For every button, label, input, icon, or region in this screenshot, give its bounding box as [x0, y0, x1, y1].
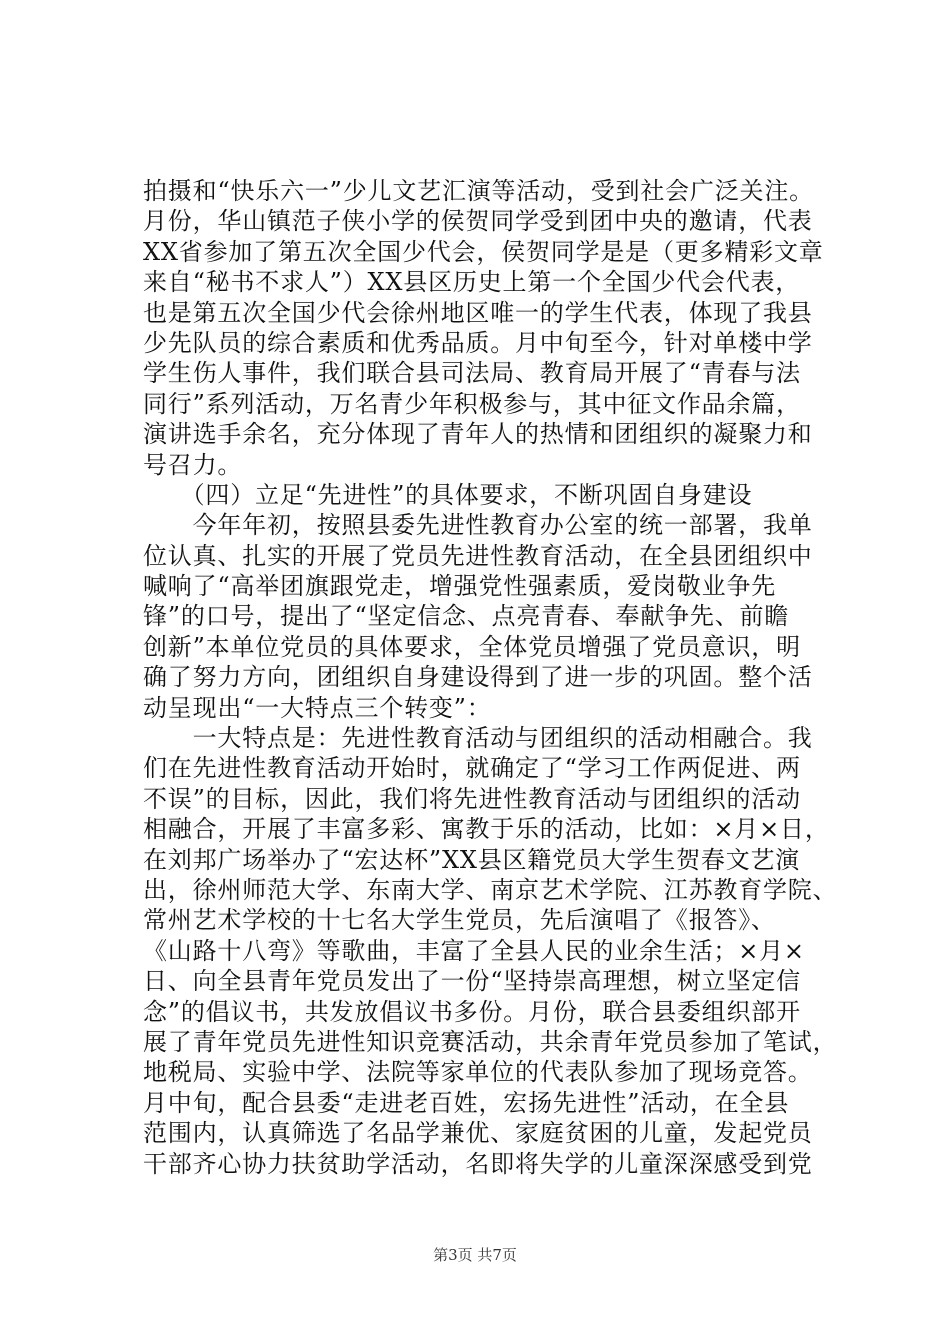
text-line: 月中旬，配合县委“走进老百姓，宏扬先进性”活动，在全县 — [143, 1088, 790, 1117]
text-line: 范围内，认真筛选了名品学兼优、家庭贫困的儿童，发起党员 — [143, 1119, 813, 1148]
text-line: XX省参加了第五次全国少代会，侯贺同学是是（更多精彩文章 — [143, 237, 824, 266]
text-line: 干部齐心协力扶贫助学活动，名即将失学的儿童深深感受到党 — [143, 1149, 813, 1178]
text-line: 日、向全县青年党员发出了一份“坚持崇高理想，树立坚定信 — [143, 967, 801, 996]
text-line: 号召力。 — [143, 450, 243, 479]
text-line: 月份，华山镇范子侠小学的侯贺同学受到团中央的邀请，代表 — [143, 207, 813, 236]
section-heading: （四）立足“先进性”的具体要求，不断巩固自身建设 — [143, 480, 753, 509]
text-line: 念”的倡议书，共发放倡议书多份。月份，联合县委组织部开 — [143, 997, 801, 1026]
text-line: 今年年初，按照县委先进性教育办公室的统一部署，我单 — [143, 511, 813, 540]
text-line: 锋”的口号，提出了“坚定信念、点亮青春、奉献争先、前瞻 — [143, 602, 790, 631]
text-line: 来自“秘书不求人”）XX县区历史上第一个全国少代会代表， — [143, 268, 801, 297]
text-line: 出，徐州师范大学、东南大学、南京艺术学院、江苏教育学院、 — [143, 875, 838, 904]
text-line: 地税局、实验中学、法院等家单位的代表队参加了现场竞答。 — [143, 1058, 813, 1087]
body-text — [143, 176, 843, 1179]
text-line: 展了青年党员先进性知识竞赛活动，共余青年党员参加了笔试， — [143, 1027, 838, 1056]
text-line: 拍摄和“快乐六一”少儿文艺汇演等活动，受到社会广泛关注。 — [143, 177, 814, 205]
text-line: 确了努力方向，团组织自身建设得到了进一步的巩固。整个活 — [143, 663, 813, 692]
text-line: 相融合，开展了丰富多彩、寓教于乐的活动，比如：×月×日， — [143, 815, 830, 844]
text-line: 位认真、扎实的开展了党员先进性教育活动，在全县团组织中 — [143, 541, 813, 570]
text-line: 动呈现出“一大特点三个转变”： — [143, 693, 492, 722]
text-line: 创新”本单位党员的具体要求，全体党员增强了党员意识，明 — [143, 632, 801, 661]
text-line: 一大特点是：先进性教育活动与团组织的活动相融合。我 — [143, 724, 813, 753]
text-line: 演讲选手余名，充分体现了青年人的热情和团组织的凝聚力和 — [143, 420, 813, 449]
text-line: 在刘邦广场举办了“宏达杯”XX县区籍党员大学生贺春文艺演 — [143, 845, 801, 874]
text-line: 常州艺术学校的十七名大学生党员，先后演唱了《报答》、 — [143, 906, 776, 935]
text-line: 喊响了“高举团旗跟党走，增强党性强素质，爱岗敬业争先 — [143, 572, 777, 601]
page-footer: 第3页 共7页 — [433, 1246, 517, 1264]
text-line: 不误”的目标，因此，我们将先进性教育活动与团组织的活动 — [143, 784, 801, 813]
text-line: 少先队员的综合素质和优秀品质。月中旬至今，针对单楼中学 — [143, 328, 813, 357]
text-line: 也是第五次全国少代会徐州地区唯一的学生代表，体现了我县 — [143, 298, 813, 327]
text-line: 同行”系列活动，万名青少年积极参与，其中征文作品余篇， — [143, 389, 801, 418]
text-line: 学生伤人事件，我们联合县司法局、教育局开展了“青春与法 — [143, 359, 801, 388]
text-line: 们在先进性教育活动开始时，就确定了“学习工作两促进、两 — [143, 754, 801, 783]
text-line: 《山路十八弯》等歌曲，丰富了全县人民的业余生活；×月× — [143, 936, 805, 965]
